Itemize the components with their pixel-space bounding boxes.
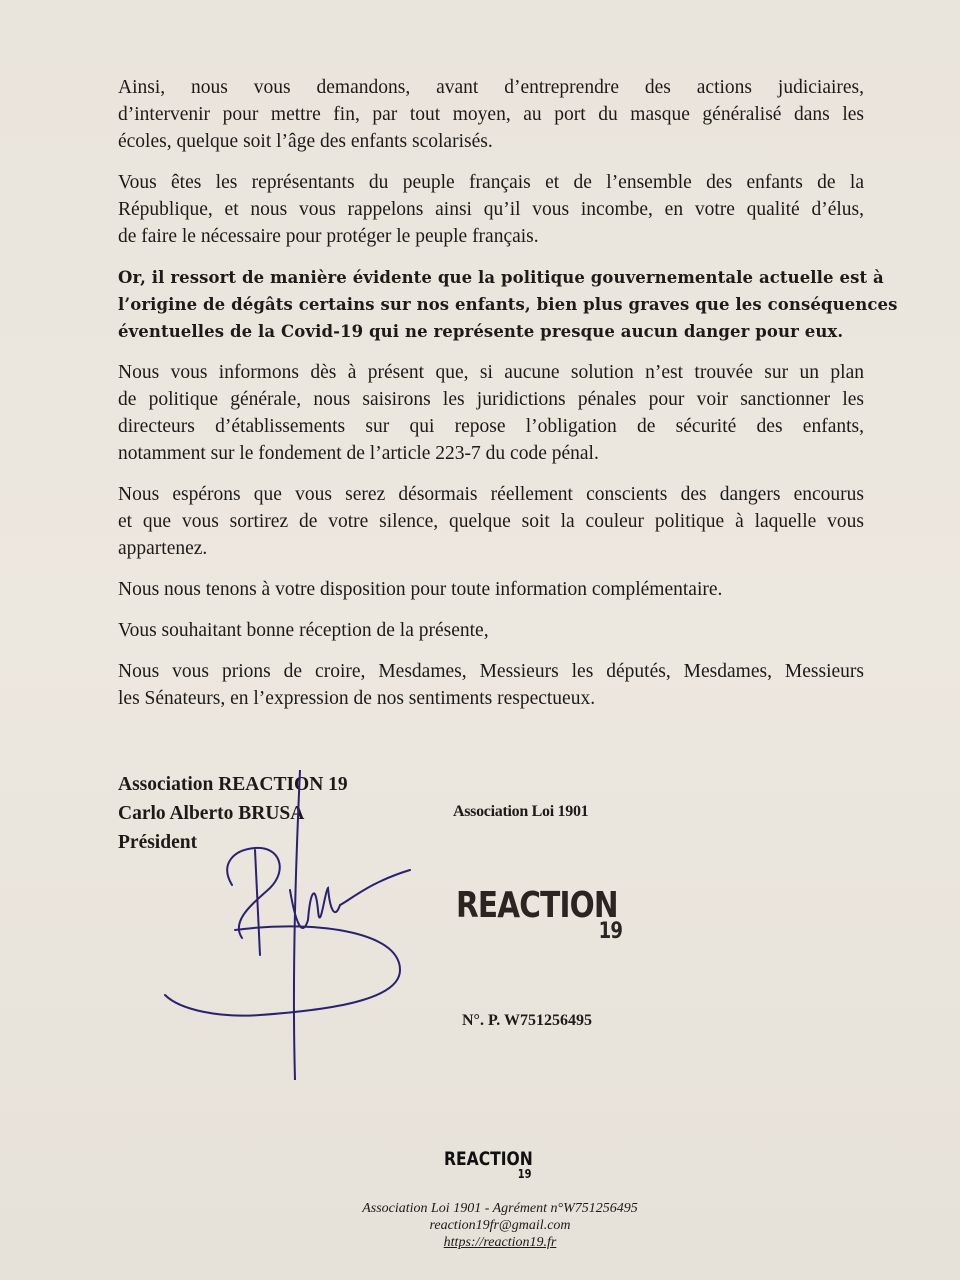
stamp-logo-text: REACTION <box>456 885 618 926</box>
paragraph-line: l’origine de dégâts certains sur nos enfants, bien plus graves que les conséquences <box>118 295 898 314</box>
letter-paragraph <box>118 576 864 603</box>
paragraph-line: de faire le nécessaire pour protéger le peuple français. <box>118 226 539 247</box>
paragraph-line: Nous espérons que vous serez désormais réellement conscients des dangers encourus <box>118 484 864 505</box>
handwritten-signature <box>160 770 420 1080</box>
letter-paragraph <box>118 658 864 712</box>
paragraph-line: d’intervenir pour mettre fin, par tout moyen, au port du masque généralisé dans les <box>118 104 864 125</box>
letter-paragraph <box>118 617 864 644</box>
stamp-logo-number: 19 <box>598 919 623 944</box>
letter-paragraph <box>118 74 864 155</box>
paragraph-line: éventuelles de la Covid-19 qui ne représente presque aucun danger pour eux. <box>118 322 844 341</box>
letter-paragraph <box>118 264 898 345</box>
footer-contact <box>340 1200 660 1251</box>
paragraph-line: Ainsi, nous vous demandons, avant d’entreprendre des actions judiciaires, <box>118 77 864 98</box>
paragraph-line: Vous êtes les représentants du peuple français et de l’ensemble des enfants de la <box>118 172 864 193</box>
paragraph-line: Nous vous informons dès à présent que, si aucune solution n’est trouvée sur un plan <box>118 362 864 383</box>
letter-paragraph <box>118 359 864 467</box>
paragraph-line: Or, il ressort de manière évidente que la politique gouvernementale actuelle est à <box>118 268 884 287</box>
paragraph-line: Nous vous prions de croire, Mesdames, Messieurs les députés, Mesdames, Messieurs <box>118 661 864 682</box>
paragraph-line: Vous souhaitant bonne réception de la présente, <box>118 620 489 641</box>
paragraph-line: République, et nous vous rappelons ainsi qu’il vous incombe, en votre qualité d’élus, <box>118 199 864 220</box>
signatory-title: Président <box>118 832 198 853</box>
letter-body <box>118 74 898 726</box>
footer-logo <box>444 1148 533 1181</box>
stamp-logo <box>456 885 623 944</box>
signatory-name: Carlo Alberto BRUSA <box>118 803 305 824</box>
paragraph-line: appartenez. <box>118 538 208 559</box>
paragraph-line: les Sénateurs, en l’expression de nos sentiments respectueux. <box>118 688 596 709</box>
stamp-registration: N°. P. W751256495 <box>462 1012 592 1029</box>
stamp-association-type: Association Loi 1901 <box>453 803 589 820</box>
paragraph-line: directeurs d’établissements sur qui repose l’obligation de sécurité des enfants, <box>118 416 864 437</box>
footer-email[interactable]: reaction19fr@gmail.com <box>429 1218 571 1233</box>
paragraph-line: Nous nous tenons à votre disposition pour toute information complémentaire. <box>118 579 723 600</box>
paragraph-line: de politique générale, nous saisirons les juridictions pénales pour voir sanctionner les <box>118 389 864 410</box>
letter-paragraph <box>118 481 864 562</box>
paragraph-line: et que vous sortirez de votre silence, quelque soit la couleur politique à laquelle vous <box>118 511 864 532</box>
paragraph-line: écoles, quelque soit l’âge des enfants scolarisés. <box>118 131 493 152</box>
footer-website-link[interactable]: https://reaction19.fr <box>443 1235 557 1250</box>
letter-paragraph <box>118 169 864 250</box>
footer-agrement: Association Loi 1901 - Agrément n°W751256495 <box>362 1201 638 1216</box>
paragraph-line: notamment sur le fondement de l’article 223-7 du code pénal. <box>118 443 599 464</box>
signatory-organization: Association REACTION 19 <box>118 774 348 795</box>
footer-logo-number: 19 <box>517 1167 532 1181</box>
footer-logo-text: REACTION <box>444 1148 533 1170</box>
